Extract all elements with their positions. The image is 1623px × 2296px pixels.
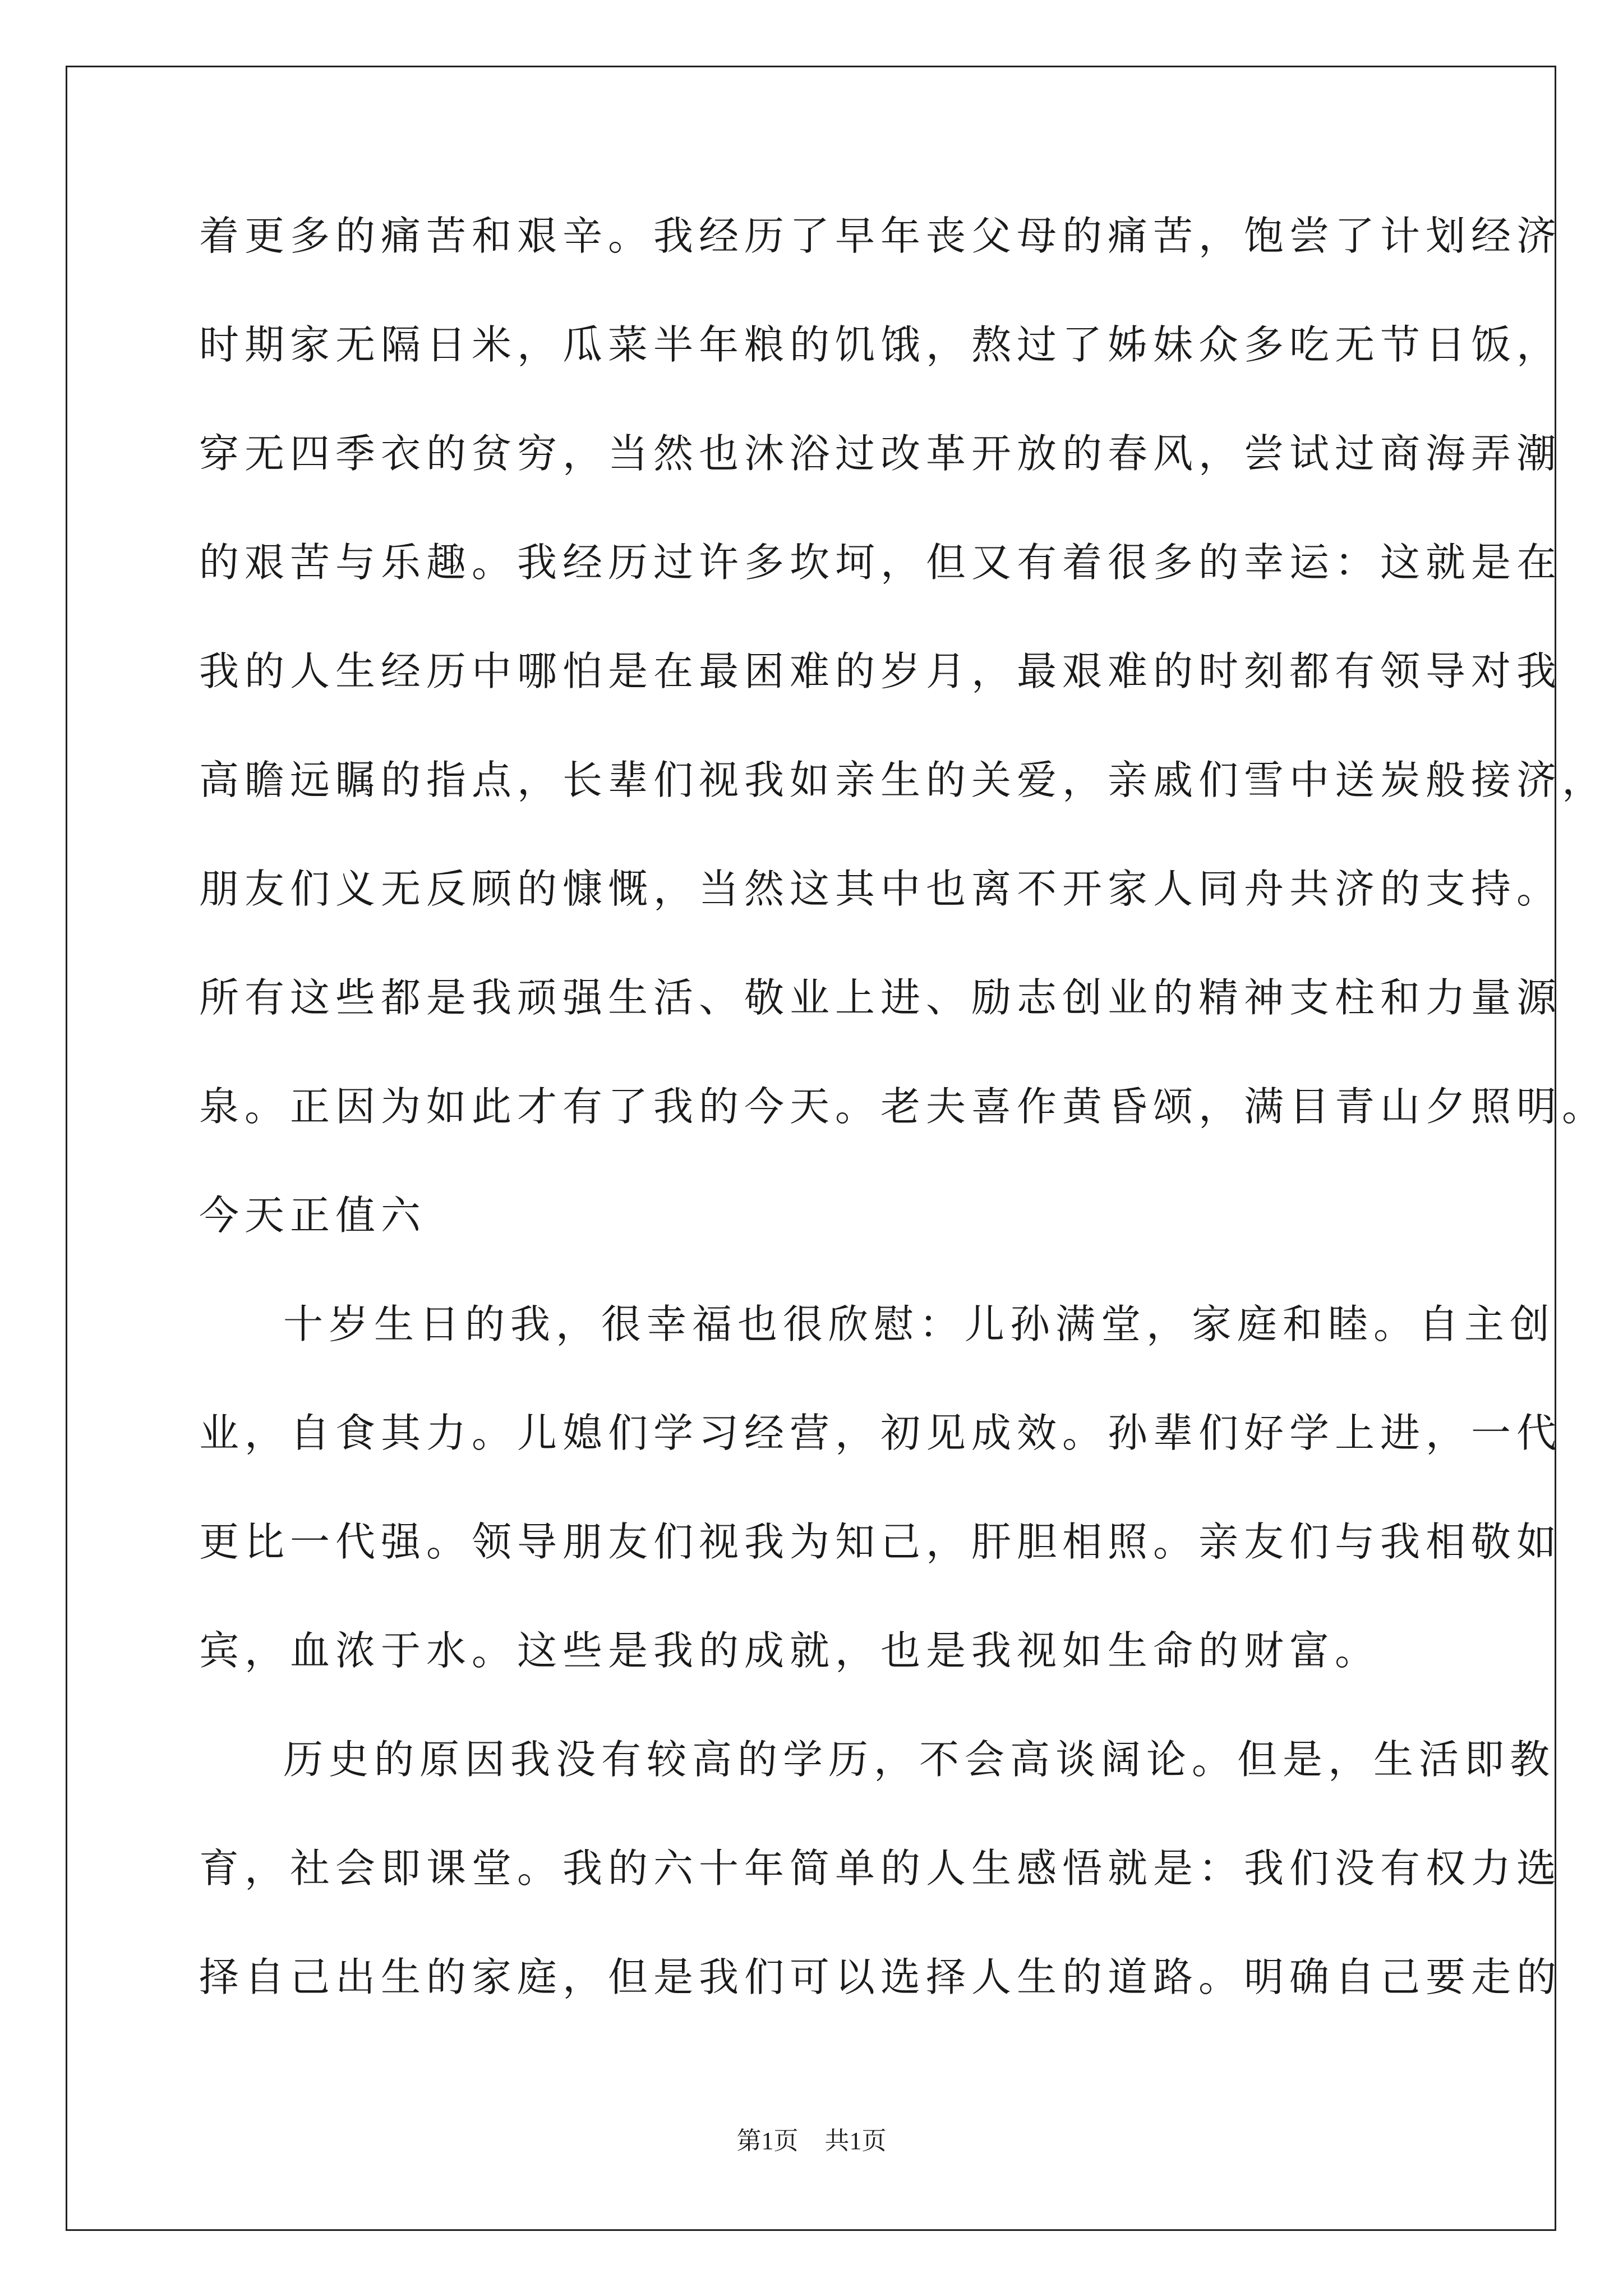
text-line: 泉。正因为如此才有了我的今天。老夫喜作黄昏颂，满目青山夕照明。 (199, 1083, 1608, 1130)
paragraph-start-line: 历史的原因我没有较高的学历，不会高谈阔论。但是，生活即教 (283, 1736, 1556, 1783)
text-line: 穿无四季衣的贫穷，当然也沐浴过改革开放的春风，尝试过商海弄潮 (199, 430, 1562, 477)
text-line: 今天正值六 (199, 1192, 427, 1239)
page-number: 第1页 (736, 2127, 799, 2155)
text-line: 高瞻远瞩的指点，长辈们视我如亲生的关爱，亲戚们雪中送炭般接济， (199, 757, 1608, 803)
page-total: 共1页 (824, 2127, 887, 2155)
text-line: 更比一代强。领导朋友们视我为知己，肝胆相照。亲友们与我相敬如 (199, 1519, 1562, 1565)
text-line: 所有这些都是我顽强生活、敬业上进、励志创业的精神支柱和力量源 (199, 974, 1562, 1021)
text-line: 育，社会即课堂。我的六十年简单的人生感悟就是：我们没有权力选 (199, 1845, 1562, 1892)
document-body (199, 213, 1608, 2066)
text-line: 择自己出生的家庭，但是我们可以选择人生的道路。明确自己要走的 (199, 1954, 1562, 2000)
text-line: 着更多的痛苦和艰辛。我经历了早年丧父母的痛苦，饱尝了计划经济 (199, 213, 1562, 259)
text-line: 时期家无隔日米，瓜菜半年粮的饥饿，熬过了姊妹众多吃无节日饭， (199, 321, 1562, 368)
paragraph-start-line: 十岁生日的我，很幸福也很欣慰：儿孙满堂，家庭和睦。自主创 (283, 1301, 1556, 1347)
text-line: 朋友们义无反顾的慷慨，当然这其中也离不开家人同舟共济的支持。 (199, 866, 1562, 912)
text-line: 我的人生经历中哪怕是在最困难的岁月，最艰难的时刻都有领导对我 (199, 648, 1562, 694)
page-footer (0, 2129, 1623, 2154)
text-line: 的艰苦与乐趣。我经历过许多坎坷，但又有着很多的幸运：这就是在 (199, 539, 1562, 586)
text-line: 宾，血浓于水。这些是我的成就，也是我视如生命的财富。 (199, 1627, 1381, 1674)
text-line: 业，自食其力。儿媳们学习经营，初见成效。孙辈们好学上进，一代 (199, 1410, 1562, 1456)
